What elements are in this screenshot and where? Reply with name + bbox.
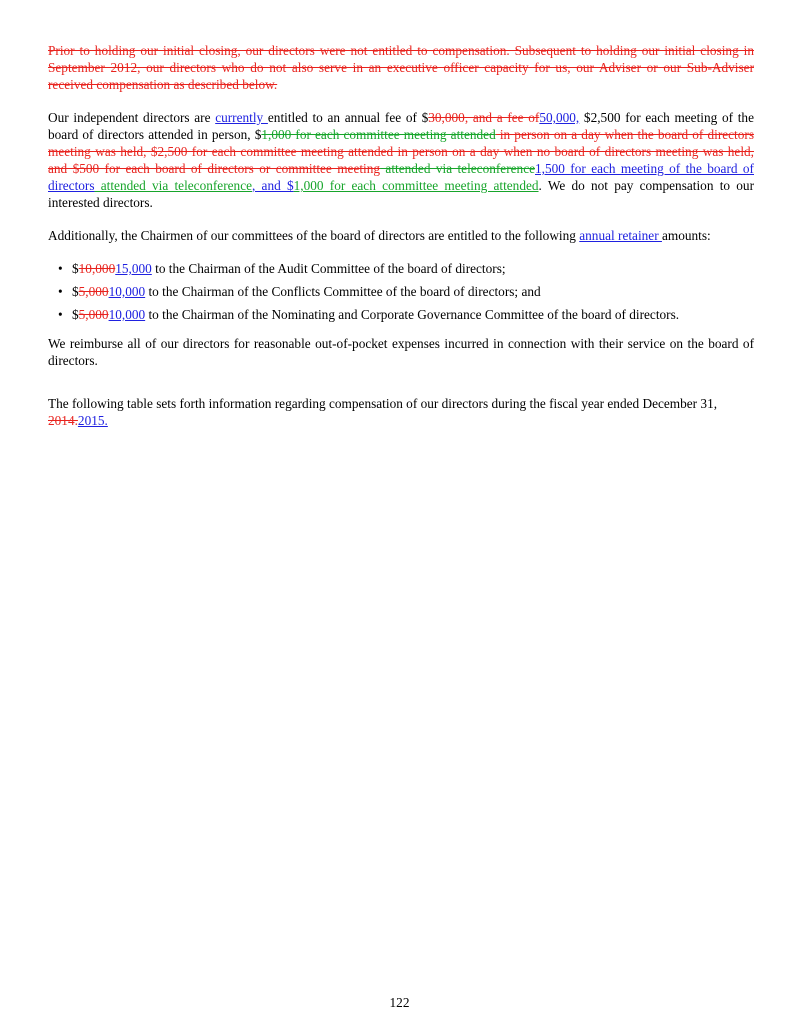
deleted-text: 5,000 [78, 307, 109, 322]
text-run: . We do not pay compensation to our interested directors. [48, 178, 754, 210]
moved-from-text: 1,000 for each committee meeting attended [261, 127, 496, 142]
inserted-text: 50,000, [539, 110, 580, 125]
text-run: $ [72, 307, 79, 322]
text-run: $2,500 for each meeting of the board of directors attended in person, $ [48, 110, 754, 142]
paragraph-expense-reimbursement [48, 335, 754, 369]
inserted-text: 15,000 [115, 261, 152, 276]
inserted-text: 10,000 [108, 284, 146, 299]
text-run: $ [72, 261, 79, 276]
deleted-text: 2014. [48, 413, 78, 428]
deleted-text: 5,000 [78, 284, 109, 299]
list-item [72, 260, 754, 277]
text-run: Additionally, the Chairmen of our committees of the board of directors are entitled to the following [48, 228, 580, 243]
deleted-text: 10,000 [78, 261, 116, 276]
document-body [48, 42, 754, 445]
deleted-text: in person on a day when the board of directors meeting was held, $2,500 for each committee meeting attended in person on a day when no board of directors meeting was held, and $500 for each board of directors or committee meeting [48, 127, 754, 176]
inserted-text: 1,500 for each meeting of the board of directors [48, 161, 754, 193]
spacer [48, 385, 754, 395]
text-run: We reimburse all of our directors for reasonable out-of-pocket expenses incurred in connection with their service on the board of directors. [48, 336, 754, 368]
text-run: to the Chairman of the Conflicts Committee of the board of directors; and [145, 284, 541, 299]
paragraph-table-intro [48, 395, 754, 429]
text-run: amounts: [661, 228, 711, 243]
deleted-text: Prior to holding our initial closing, our directors were not entitled to compensation. Subsequent to holding our initial closing in September 2012, our directors who do not also serve in an executive officer capacity for us, our Adviser or our Sub-Adviser received compensation as described below. [48, 43, 754, 92]
moved-from-text: attended via teleconference [380, 161, 535, 176]
text-run: $ [72, 284, 79, 299]
moved-to-text: 1,000 for each committee meeting attended [293, 178, 539, 193]
moved-to-text: attended via teleconference [94, 178, 252, 193]
text-run: Our independent directors are [48, 110, 216, 125]
inserted-text: annual retainer [579, 228, 662, 243]
deleted-text: 30,000, and a fee of [428, 110, 540, 125]
list-item [72, 283, 754, 300]
text-run: to the Chairman of the Audit Committee of the board of directors; [151, 261, 506, 276]
text-run: entitled to an annual fee of $ [267, 110, 429, 125]
text-run: The following table sets forth information regarding compensation of our directors during the fiscal year ended December 31, [48, 396, 718, 411]
inserted-text: 10,000 [108, 307, 146, 322]
inserted-text: , and $ [252, 178, 294, 193]
retainer-list [48, 260, 754, 323]
text-run: to the Chairman of the Nominating and Corporate Governance Committee of the board of directors. [145, 307, 680, 322]
list-item [72, 306, 754, 323]
inserted-text: currently [215, 110, 268, 125]
paragraph-deleted-intro [48, 42, 754, 93]
page-number: 122 [389, 995, 410, 1010]
paragraph-chairmen-retainer [48, 227, 754, 244]
inserted-text: 2015. [77, 413, 108, 428]
paragraph-director-fees [48, 109, 754, 211]
